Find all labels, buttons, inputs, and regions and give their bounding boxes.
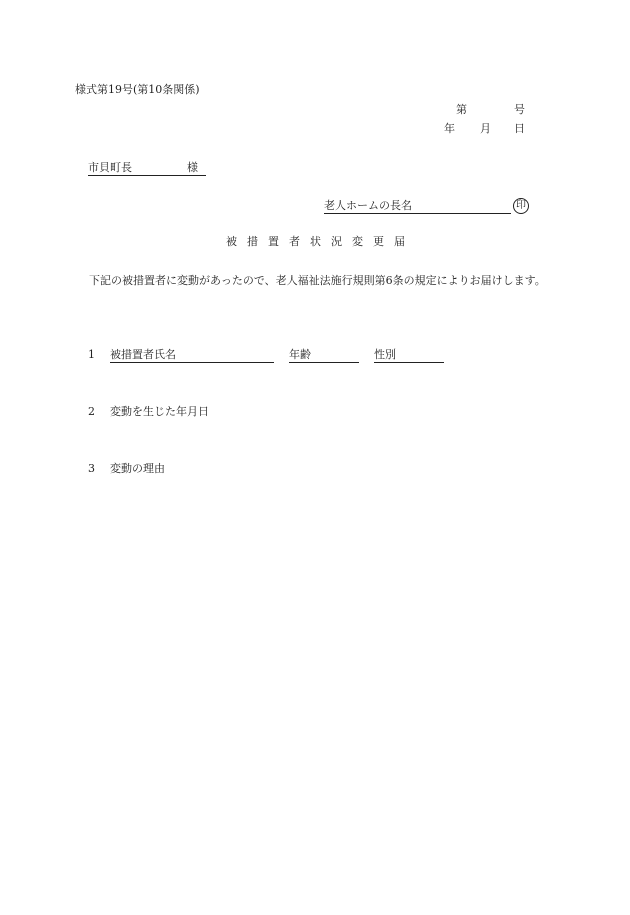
date-month: 月 (480, 122, 491, 135)
title-char: 置 (268, 235, 279, 248)
date-day: 日 (514, 122, 525, 135)
date-year: 年 (444, 122, 455, 135)
title-char: 状 (310, 235, 321, 248)
sender-label: 老人ホームの長名 (324, 199, 412, 212)
title-char: 被 (226, 235, 237, 248)
title-char: 者 (289, 235, 300, 248)
item-2-label: 変動を生じた年月日 (110, 405, 209, 418)
item-2-number: 2 (88, 405, 95, 418)
title-char: 更 (373, 235, 384, 248)
age-field: 年齢 (289, 348, 359, 363)
item-3-label: 変動の理由 (110, 462, 165, 475)
form-number: 様式第19号(第10条関係) (75, 83, 200, 96)
item-1 (88, 348, 444, 363)
addressee (88, 161, 206, 176)
title-char: 届 (394, 235, 405, 248)
body-text: 下記の被措置者に変動があったので、老人福祉法施行規則第6条の規定によりお届けします。 (89, 274, 546, 287)
item-1-number: 1 (88, 348, 95, 361)
addressee-prefix: 市貝町長 (88, 161, 132, 174)
title-char: 変 (352, 235, 363, 248)
name-field: 被措置者氏名 (110, 348, 274, 363)
item-3-number: 3 (88, 462, 95, 475)
title-char: 況 (331, 235, 342, 248)
addressee-suffix: 様 (187, 161, 198, 174)
title-char: 措 (247, 235, 258, 248)
document-title (226, 235, 415, 249)
seal-mark: 印 (513, 198, 529, 214)
item-3 (88, 462, 165, 476)
item-2 (88, 405, 209, 419)
number-suffix: 号 (514, 103, 525, 116)
sender-line (324, 198, 529, 214)
number-prefix: 第 (456, 103, 467, 116)
gender-field: 性別 (374, 348, 444, 363)
